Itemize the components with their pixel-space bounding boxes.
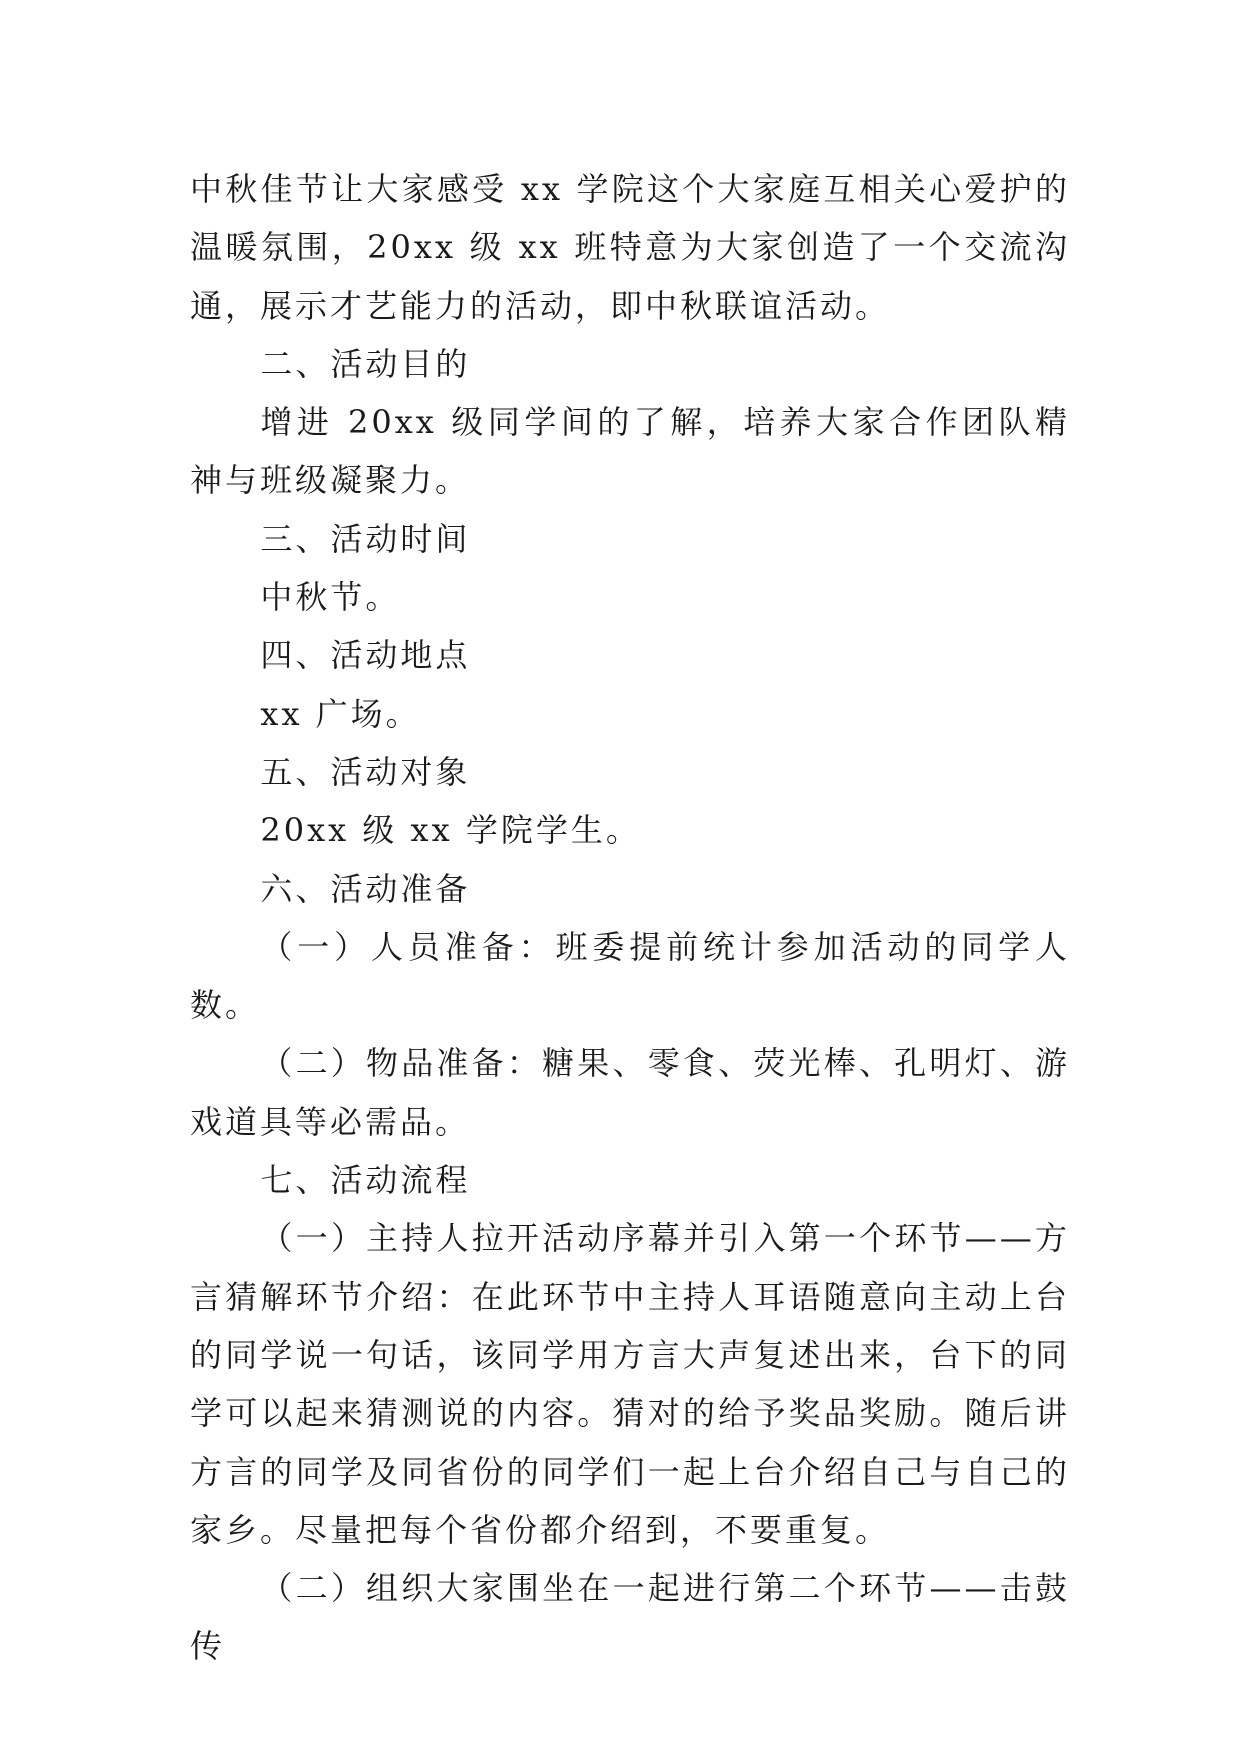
section-heading-time: 三、活动时间 xyxy=(260,519,471,558)
paragraph-staff-preparation: （一）人员准备：班委提前统计参加活动的同学人数。 xyxy=(190,927,1070,1025)
section-heading-preparation: 六、活动准备 xyxy=(260,869,471,908)
paragraph-intro: 中秋佳节让大家感受 xx 学院这个大家庭互相关心爱护的温暖氛围，20xx 级 xx 班特意为大家创造了一个交流沟通，展示才艺能力的活动，即中秋联谊活动。 xyxy=(190,170,1070,325)
paragraph-time: 中秋节。 xyxy=(260,578,401,617)
paragraph-purpose: 增进 20xx 级同学间的了解，培养大家合作团队精神与班级凝聚力。 xyxy=(190,403,1070,500)
section-heading-audience: 五、活动对象 xyxy=(260,752,471,791)
section-heading-process: 七、活动流程 xyxy=(260,1161,471,1200)
document-body xyxy=(190,160,1070,1676)
paragraph-item-preparation: （二）物品准备：糖果、零食、荧光棒、孔明灯、游戏道具等必需品。 xyxy=(190,1044,1070,1141)
section-heading-location: 四、活动地点 xyxy=(260,636,471,675)
paragraph-process-step-2: （二）组织大家围坐在一起进行第二个环节——击鼓传 xyxy=(190,1569,1070,1666)
paragraph-audience: 20xx 级 xx 学院学生。 xyxy=(260,811,641,850)
paragraph-process-step-1: （一）主持人拉开活动序幕并引入第一个环节——方言猜解环节介绍：在此环节中主持人耳语随意向主动上台的同学说一句话，该同学用方言大声复述出来，台下的同学可以起来猜测说的内容。猜对的给予奖品奖励。随后讲方言的同学及同省份的同学们一起上台介绍自己与自己的家乡。尽量把每个省份都介绍到，不要重复。 xyxy=(190,1219,1070,1549)
paragraph-location: xx 广场。 xyxy=(260,694,421,733)
section-heading-purpose: 二、活动目的 xyxy=(260,344,471,383)
